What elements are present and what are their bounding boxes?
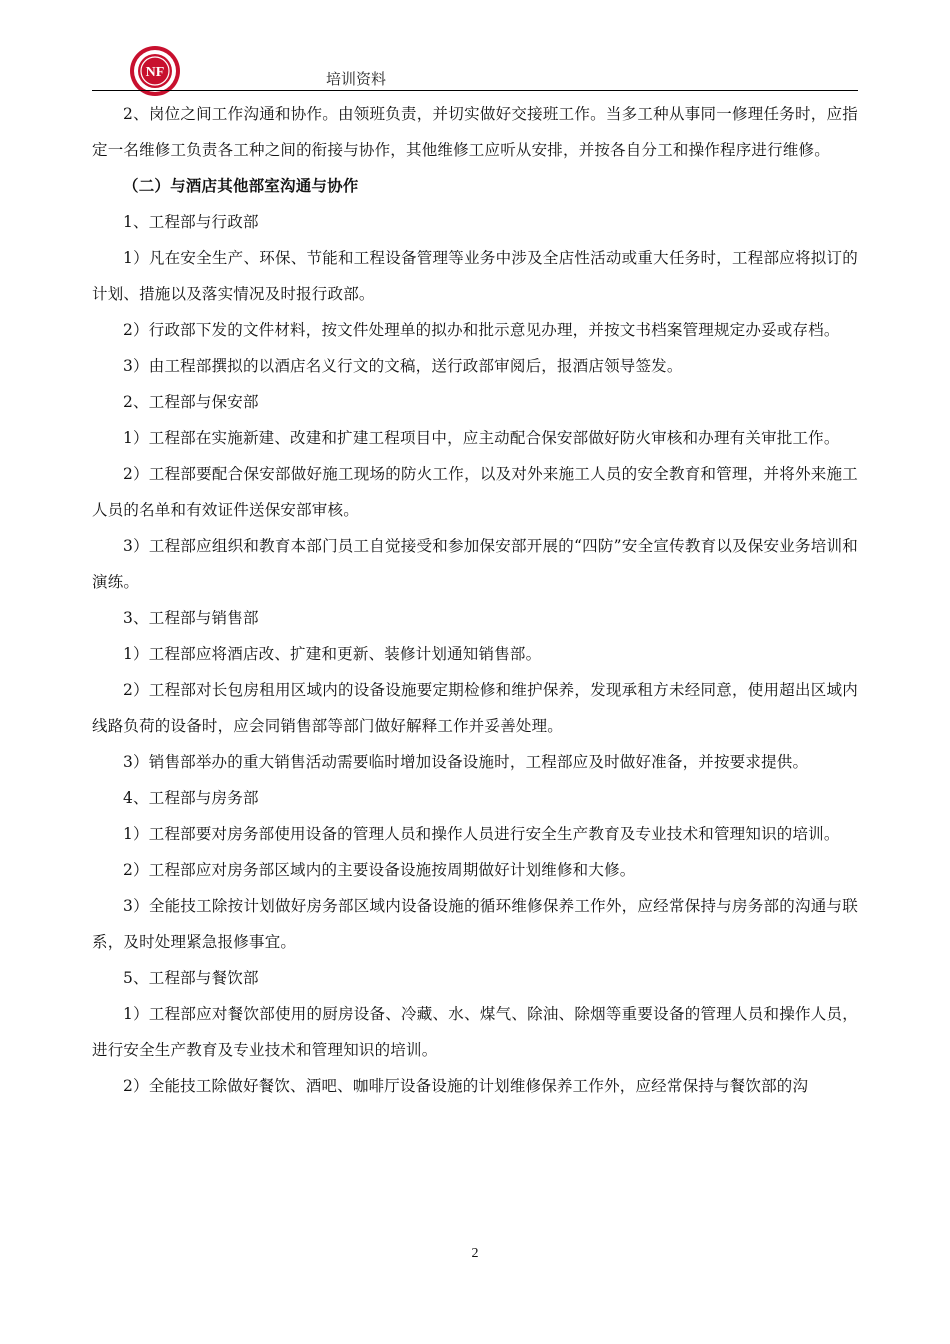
paragraph: 1）工程部要对房务部使用设备的管理人员和操作人员进行安全生产教育及专业技术和管理知识的培训。 <box>123 825 840 843</box>
paragraph: 1）工程部在实施新建、改建和扩建工程项目中，应主动配合保安部做好防火审核和办理有关审批工作。 <box>123 429 840 447</box>
subheading: 2、工程部与保安部 <box>123 393 259 411</box>
paragraph: 1）工程部应将酒店改、扩建和更新、装修计划通知销售部。 <box>123 645 542 663</box>
paragraph: 2）工程部应对房务部区域内的主要设备设施按周期做好计划维修和大修。 <box>123 861 636 879</box>
paragraph: 3）工程部应组织和教育本部门员工自觉接受和参加保安部开展的“四防”安全宣传教育以及保安业务培训和演练。 <box>92 537 858 591</box>
paragraph: 2）全能技工除做好餐饮、酒吧、咖啡厅设备设施的计划维修保养工作外，应经常保持与餐饮部的沟 <box>123 1077 809 1095</box>
paragraph: 2）工程部要配合保安部做好施工现场的防火工作，以及对外来施工人员的安全教育和管理，并将外来施工人员的名单和有效证件送保安部审核。 <box>92 465 858 519</box>
paragraph: 2、岗位之间工作沟通和协作。由领班负责，并切实做好交接班工作。当多工种从事同一修理任务时，应指定一名维修工负责各工种之间的衔接与协作，其他维修工应听从安排，并按各自分工和操作程序进行维修。 <box>92 105 858 159</box>
header-rule <box>92 90 858 91</box>
section-heading: （二）与酒店其他部室沟通与协作 <box>123 176 359 195</box>
paragraph: 1）工程部应对餐饮部使用的厨房设备、冷藏、水、煤气、除油、除烟等重要设备的管理人员和操作人员，进行安全生产教育及专业技术和管理知识的培训。 <box>92 1005 858 1059</box>
logo-text: NF <box>145 65 165 80</box>
page-number: 2 <box>471 1246 479 1261</box>
subheading: 3、工程部与销售部 <box>123 609 259 627</box>
paragraph: 2）工程部对长包房租用区域内的设备设施要定期检修和维护保养，发现承租方未经同意，使用超出区域内线路负荷的设备时，应会同销售部等部门做好解释工作并妥善处理。 <box>92 681 858 735</box>
paragraph: 3）由工程部撰拟的以酒店名义行文的文稿，送行政部审阅后，报酒店领导签发。 <box>123 357 683 375</box>
paragraph: 3）销售部举办的重大销售活动需要临时增加设备设施时，工程部应及时做好准备，并按要求提供。 <box>123 753 809 771</box>
document-body <box>92 96 858 1104</box>
subheading: 4、工程部与房务部 <box>123 789 259 807</box>
subheading: 1、工程部与行政部 <box>123 213 259 231</box>
header-title: 培训资料 <box>326 70 387 88</box>
paragraph: 1）凡在安全生产、环保、节能和工程设备管理等业务中涉及全店性活动或重大任务时，工程部应将拟订的计划、措施以及落实情况及时报行政部。 <box>92 249 858 303</box>
subheading: 5、工程部与餐饮部 <box>123 969 259 987</box>
paragraph: 3）全能技工除按计划做好房务部区域内设备设施的循环维修保养工作外，应经常保持与房务部的沟通与联系，及时处理紧急报修事宜。 <box>92 897 858 951</box>
paragraph: 2）行政部下发的文件材料，按文件处理单的拟办和批示意见办理，并按文书档案管理规定办妥或存档。 <box>123 321 840 339</box>
page-header <box>92 44 858 92</box>
